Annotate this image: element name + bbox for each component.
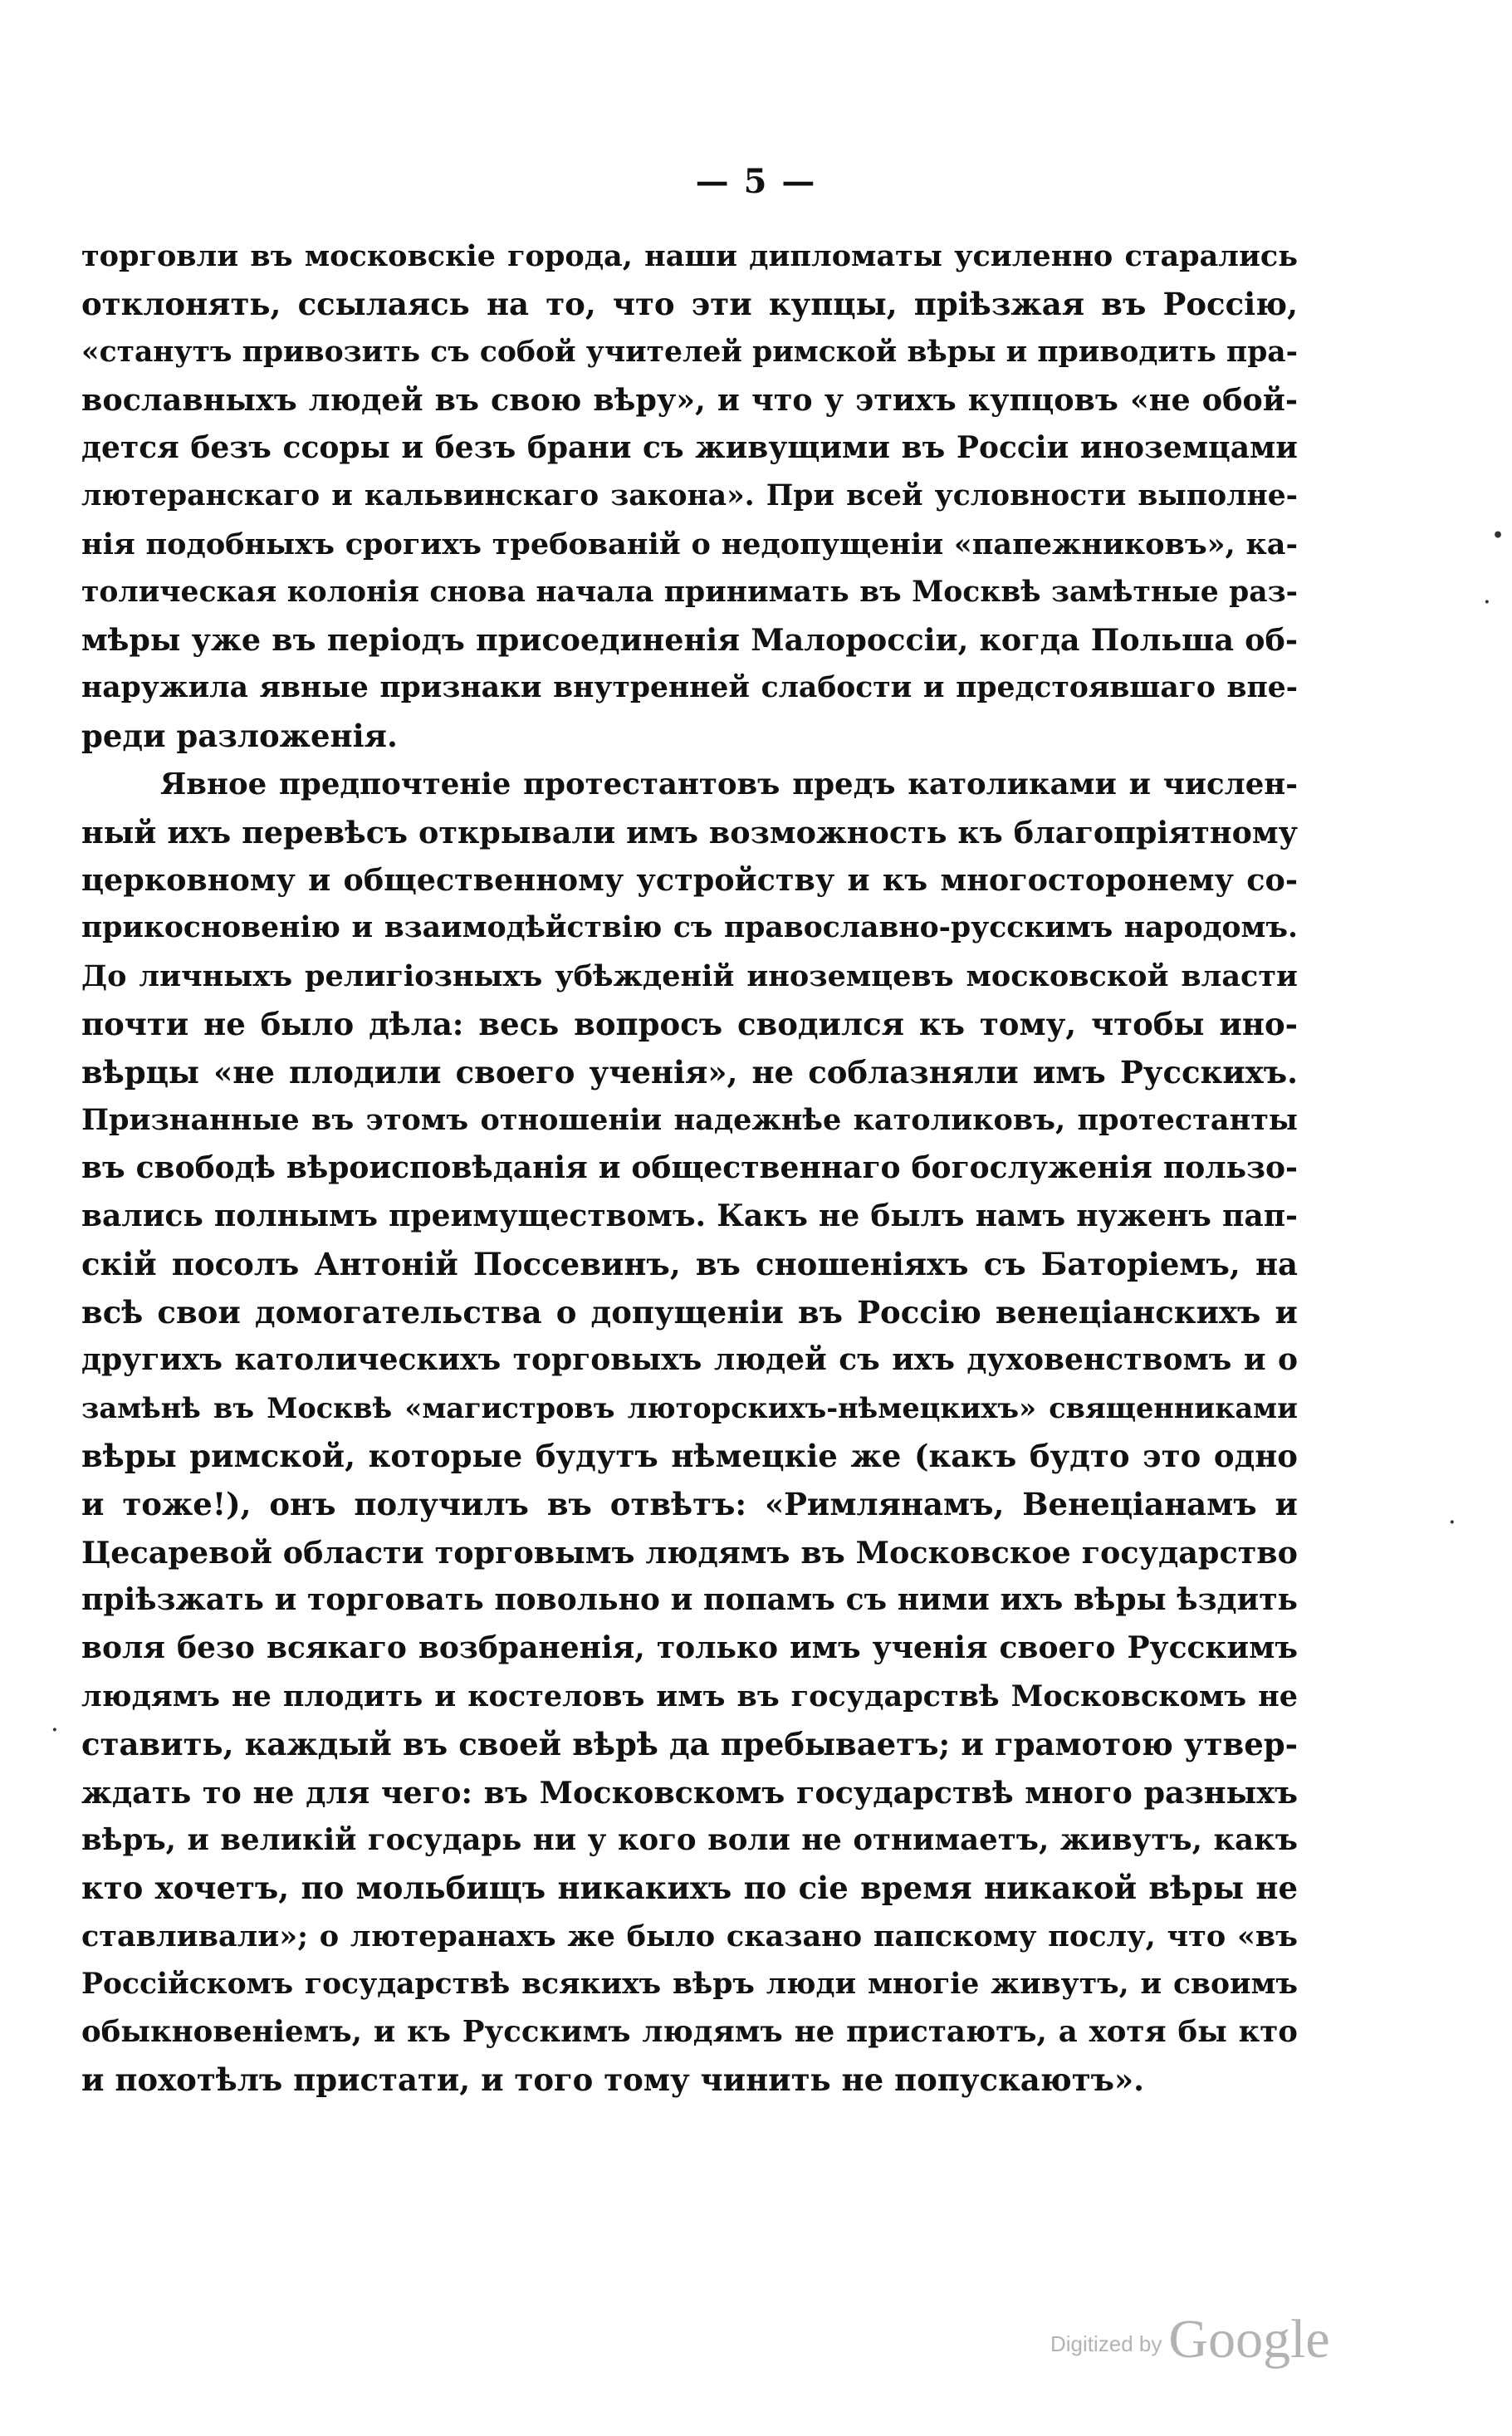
margin-speck: · bbox=[1484, 591, 1490, 613]
body-text bbox=[81, 233, 1298, 2105]
text-line: въ свободѣ вѣроисповѣданія и общественнаго богослуженія пользо- bbox=[81, 1150, 1298, 1186]
text-line: кто хочетъ, по мольбищъ никакихъ по сіе время никакой вѣры не bbox=[81, 1870, 1298, 1907]
digitized-by-google-watermark bbox=[1050, 2301, 1399, 2370]
text-line: церковному и общественному устройству и къ многосторонему со- bbox=[81, 862, 1298, 899]
text-line: лютеранскаго и кальвинскаго закона». При всей условности выполне- bbox=[81, 478, 1298, 512]
page-number: — 5 — bbox=[695, 162, 817, 201]
text-line: людямъ не плодить и костеловъ имъ въ государствѣ Московскомъ не bbox=[81, 1679, 1298, 1713]
margin-speck: · bbox=[1449, 1512, 1456, 1533]
text-line: отклонять, ссылаясь на то, что эти купцы, пріѣзжая въ Россію, bbox=[81, 285, 1298, 322]
text-line: прикосновенію и взаимодѣйствію съ православно-русскимъ народомъ. bbox=[81, 911, 1298, 945]
text-line: и тоже!), онъ получилъ въ отвѣтъ: «Римлянамъ, Венеціанамъ и bbox=[81, 1485, 1298, 1522]
text-line: нія подобныхъ срогихъ требованій о недопущеніи «папежниковъ», ка- bbox=[81, 527, 1298, 561]
text-line: вославныхъ людей въ свою вѣру», и что у этихъ купцовъ «не обой- bbox=[81, 382, 1298, 419]
text-line: дется безъ ссоры и безъ брани съ живущими въ Россіи иноземцами bbox=[81, 430, 1298, 466]
text-line: мѣры уже въ періодъ присоединенія Малороссіи, когда Польша об- bbox=[81, 622, 1298, 659]
text-line: толическая колонія снова начала принимать въ Москвѣ замѣтные раз- bbox=[81, 575, 1298, 609]
text-line: вались полнымъ преимуществомъ. Какъ не былъ намъ нуженъ пап- bbox=[81, 1198, 1298, 1233]
paragraph-1 bbox=[81, 233, 1298, 761]
text-line: другихъ католическихъ торговыхъ людей съ ихъ духовенствомъ и о bbox=[81, 1342, 1298, 1378]
text-line: вѣры римской, которые будутъ нѣмецкіе же (какъ будто это одно bbox=[81, 1437, 1298, 1474]
text-line: и похотѣлъ пристати, и того тому чинить не попускаютъ». bbox=[81, 2061, 1145, 2099]
google-logo: Google bbox=[1168, 2309, 1330, 2370]
text-line: наружила явные признаки внутренней слабости и предстоявшаго впе- bbox=[81, 671, 1298, 705]
text-line: торговли въ московскіе города, наши дипломаты усиленно старались bbox=[81, 239, 1298, 273]
text-line: вѣръ, и великій государь ни у кого воли не отнимаетъ, живутъ, какъ bbox=[81, 1823, 1298, 1858]
text-line: Признанные въ этомъ отношеніи надежнѣе католиковъ, протестанты bbox=[81, 1103, 1298, 1138]
text-line: реди разложенія. bbox=[81, 717, 398, 754]
text-line: ставливали»; о лютеранахъ же было сказано папскому послу, что «въ bbox=[81, 1919, 1298, 1953]
text-line: Россійскомъ государствѣ всякихъ вѣръ люди многіе живутъ, и своимъ bbox=[81, 1967, 1298, 2001]
text-line: «станутъ привозить съ собой учителей римской вѣры и приводить пра- bbox=[81, 335, 1298, 369]
text-line: вѣрцы «не плодили своего ученія», не соблазняли имъ Русскихъ. bbox=[81, 1053, 1298, 1091]
text-line: Цесаревой области торговымъ людямъ въ Московское государство bbox=[81, 1534, 1298, 1571]
text-line: ставить, каждый въ своей вѣрѣ да пребываетъ; и грамотою утвер- bbox=[81, 1725, 1298, 1762]
text-line: ждать то не для чего: въ Московскомъ государствѣ много разныхъ bbox=[81, 1774, 1298, 1811]
text-line: обыкновеніемъ, и къ Русскимъ людямъ не пристаютъ, а хотя бы кто bbox=[81, 2015, 1298, 2050]
text-line: Явное предпочтеніе протестантовъ предъ католиками и числен- bbox=[160, 767, 1298, 801]
text-line: ный ихъ перевѣсъ открывали имъ возможность къ благопріятному bbox=[81, 814, 1298, 850]
text-line: пріѣзжать и торговать повольно и попамъ съ ними ихъ вѣры ѣздить bbox=[81, 1582, 1298, 1618]
digitized-label: Digitized by bbox=[1050, 2331, 1162, 2356]
margin-speck: • bbox=[1492, 525, 1505, 547]
text-line: воля безо всякаго возбраненія, только имъ ученія своего Русскимъ bbox=[81, 1630, 1298, 1666]
text-line: почти не было дѣла: весь вопросъ сводился къ тому, чтобы ино- bbox=[81, 1005, 1298, 1042]
text-line: скій посолъ Антоній Поссевинъ, въ сношеніяхъ съ Баторіемъ, на bbox=[81, 1245, 1298, 1282]
text-line: До личныхъ религіозныхъ убѣжденій иноземцевъ московской власти bbox=[81, 958, 1298, 993]
text-line: замѣнѣ въ Москвѣ «магистровъ люторскихъ-нѣмецкихъ» священниками bbox=[81, 1392, 1298, 1425]
margin-speck: · bbox=[51, 1719, 58, 1741]
text-line: всѣ свои домогательства о допущеніи въ Россію венеціанскихъ и bbox=[81, 1293, 1298, 1331]
paragraph-2 bbox=[81, 761, 1298, 2105]
